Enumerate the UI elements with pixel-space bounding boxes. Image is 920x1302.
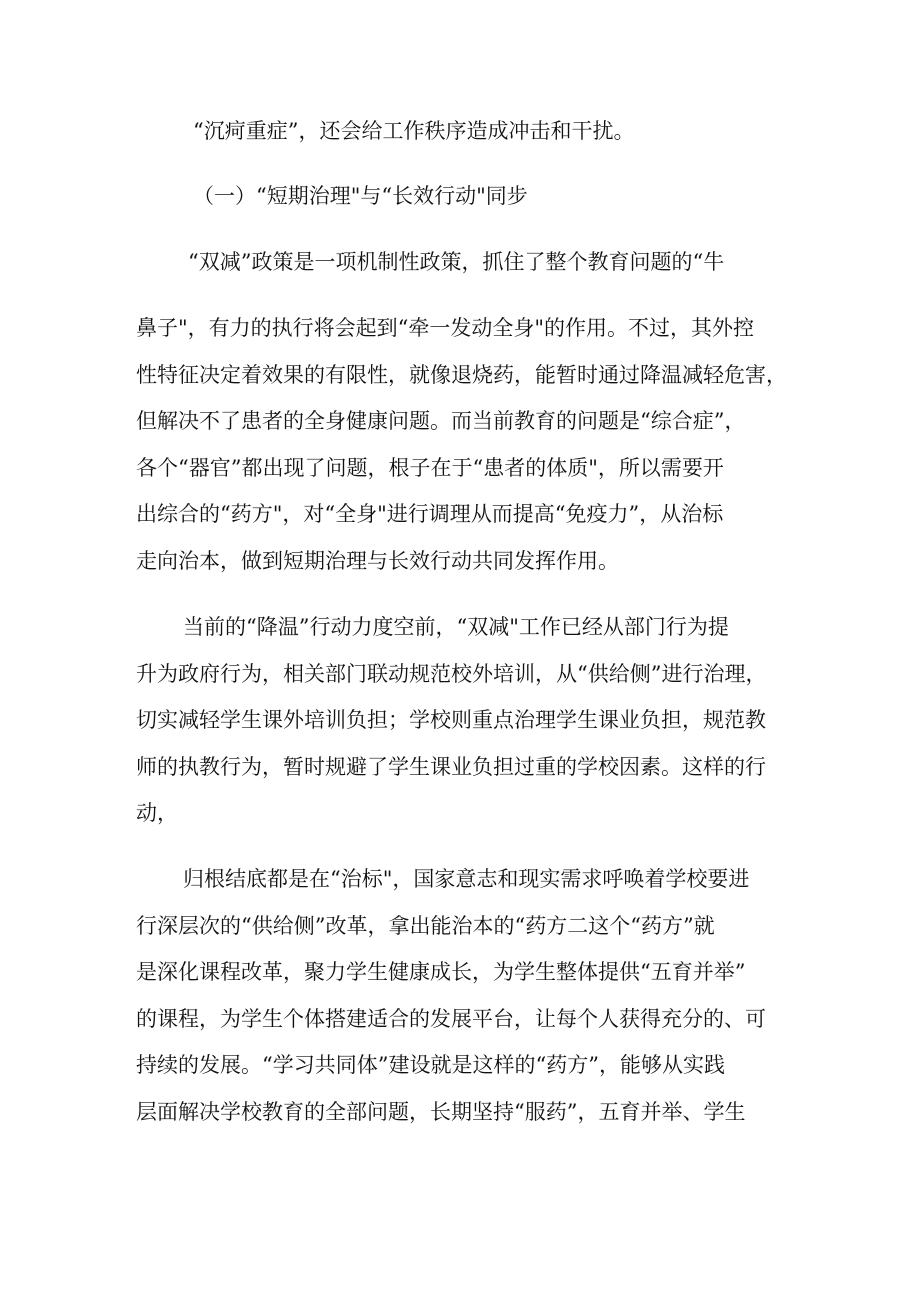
- section-heading: （一）“短期治理"与“长效行动"同步: [193, 184, 528, 208]
- text-line: 出综合的“药方"，对“全身"进行调理从而提高“免疫力”，从治标: [136, 502, 724, 526]
- text-line: 师的执教行为，暂时规避了学生课业负担过重的学校因素。这样的行: [136, 755, 766, 779]
- text-line: 升为政府行为，相关部门联动规范校外培训，从“供给侧”进行治理，: [136, 662, 767, 686]
- text-line: 是深化课程改革，聚力学生健康成长，为学生整体提供“五育并举”: [136, 960, 746, 984]
- text-line: “沉疴重症”，还会给工作秩序造成冲击和干扰。: [193, 119, 635, 143]
- text-line: 走向治本，做到短期治理与长效行动共同发挥作用。: [136, 549, 619, 573]
- text-line: 各个“器官”都出现了问题，根子在于“患者的体质"，所以需要开: [136, 456, 724, 480]
- text-line: 切实减轻学生课外培训负担；学校则重点治理学生课业负担，规范教: [136, 708, 766, 732]
- text-line: 的课程，为学生个体搭建适合的发展平台，让每个人获得充分的、可: [136, 1007, 766, 1031]
- text-line: 鼻子"，有力的执行将会起到“牵一发动全身"的作用。不过，其外控: [136, 316, 755, 340]
- text-line: 但解决不了患者的全身健康问题。而当前教育的问题是“综合症”，: [136, 409, 746, 433]
- text-line: 归根结底都是在“治标"，国家意志和现实需求呼唤着学校要进: [183, 867, 750, 891]
- text-line: 层面解决学校教育的全部问题，长期坚持“服药”，五育并举、学生: [136, 1100, 746, 1124]
- text-line: 持续的发展。“学习共同体”建设就是这样的“药方”，能够从实践: [136, 1053, 725, 1077]
- text-line: “双减”政策是一项机制性政策，抓住了整个教育问题的“牛: [188, 250, 725, 274]
- text-line: 行深层次的“供给侧”改革，拿出能治本的“药方二这个“药方”就: [136, 914, 715, 938]
- text-line: 当前的“降温”行动力度空前，“双减"工作已经从部门行为提: [183, 615, 729, 639]
- text-line: 性特征决定着效果的有限性，就像退烧药，能暂时通过降温减轻危害，: [136, 363, 787, 387]
- text-line: 动，: [136, 801, 178, 825]
